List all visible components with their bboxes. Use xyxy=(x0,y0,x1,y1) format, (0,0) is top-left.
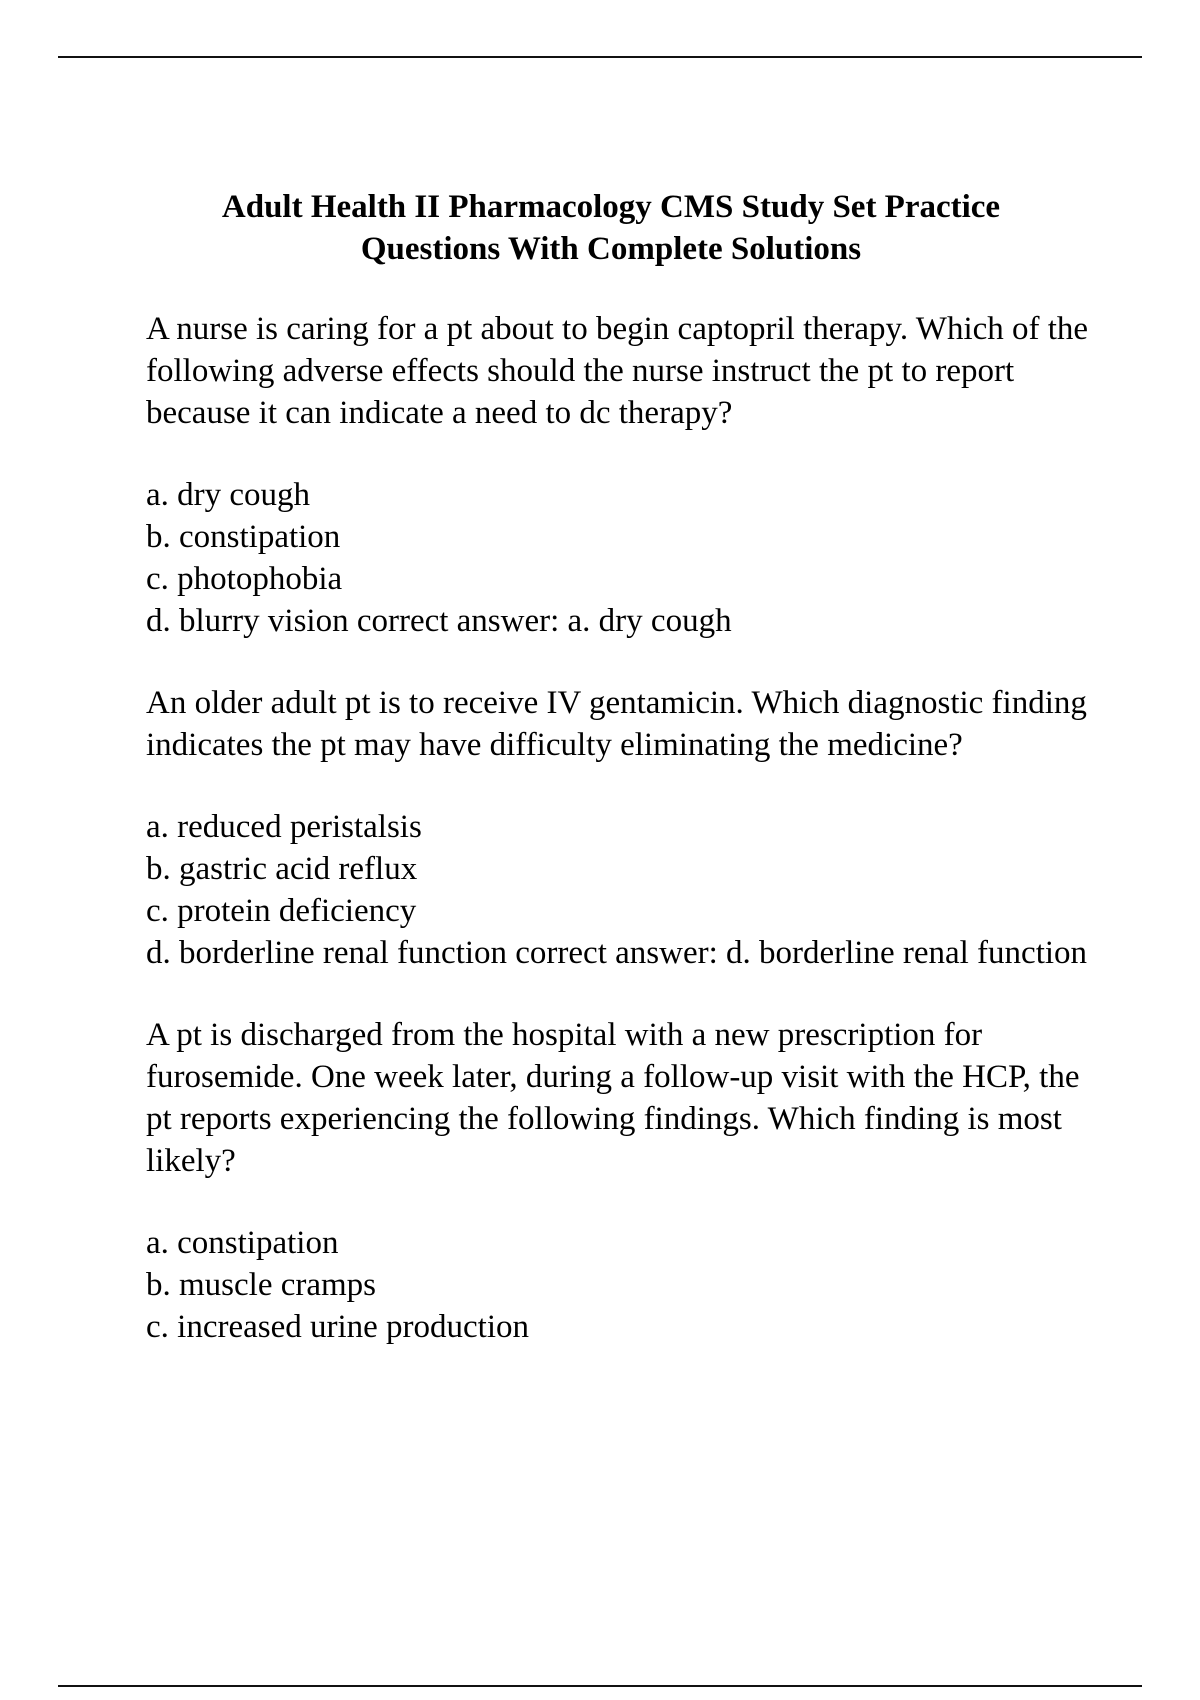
answer-option-b: b. gastric acid reflux xyxy=(146,851,418,887)
answer-option-d: d. borderline renal function correct answer: d. borderline renal function xyxy=(146,935,1088,971)
question-1 xyxy=(146,308,1096,642)
answer-option-c: c. protein deficiency xyxy=(146,893,417,929)
answer-option-d: d. blurry vision correct answer: a. dry cough xyxy=(146,603,732,639)
answer-option-a: a. reduced peristalsis xyxy=(146,809,422,845)
document-body xyxy=(146,186,1096,1388)
question-3 xyxy=(146,1014,1096,1348)
bottom-rule xyxy=(58,1685,1142,1687)
answer-option-a: a. dry cough xyxy=(146,477,311,513)
answer-option-a: a. constipation xyxy=(146,1225,339,1261)
question-stem: An older adult pt is to receive IV gentamicin. Which diagnostic finding indicates the pt may have difficulty eliminating the medicine? xyxy=(146,685,1087,763)
answer-option-c: c. increased urine production xyxy=(146,1309,530,1345)
answer-option-b: b. muscle cramps xyxy=(146,1267,377,1303)
question-stem: A nurse is caring for a pt about to begin captopril therapy. Which of the following adverse effects should the nurse instruct the pt to report because it can indicate a need to dc therapy? xyxy=(146,311,1089,431)
question-stem: A pt is discharged from the hospital with a new prescription for furosemide. One week later, during a follow-up visit with the HCP, the pt reports experiencing the following findings. Which finding is most likely? xyxy=(146,1017,1080,1179)
top-rule xyxy=(58,56,1142,58)
document-title xyxy=(126,186,1096,270)
answer-option-b: b. constipation xyxy=(146,519,341,555)
question-2 xyxy=(146,682,1096,974)
answer-option-c: c. photophobia xyxy=(146,561,343,597)
title-line-1: Adult Health II Pharmacology CMS Study Set Practice xyxy=(221,189,1001,225)
title-line-2: Questions With Complete Solutions xyxy=(360,231,862,267)
